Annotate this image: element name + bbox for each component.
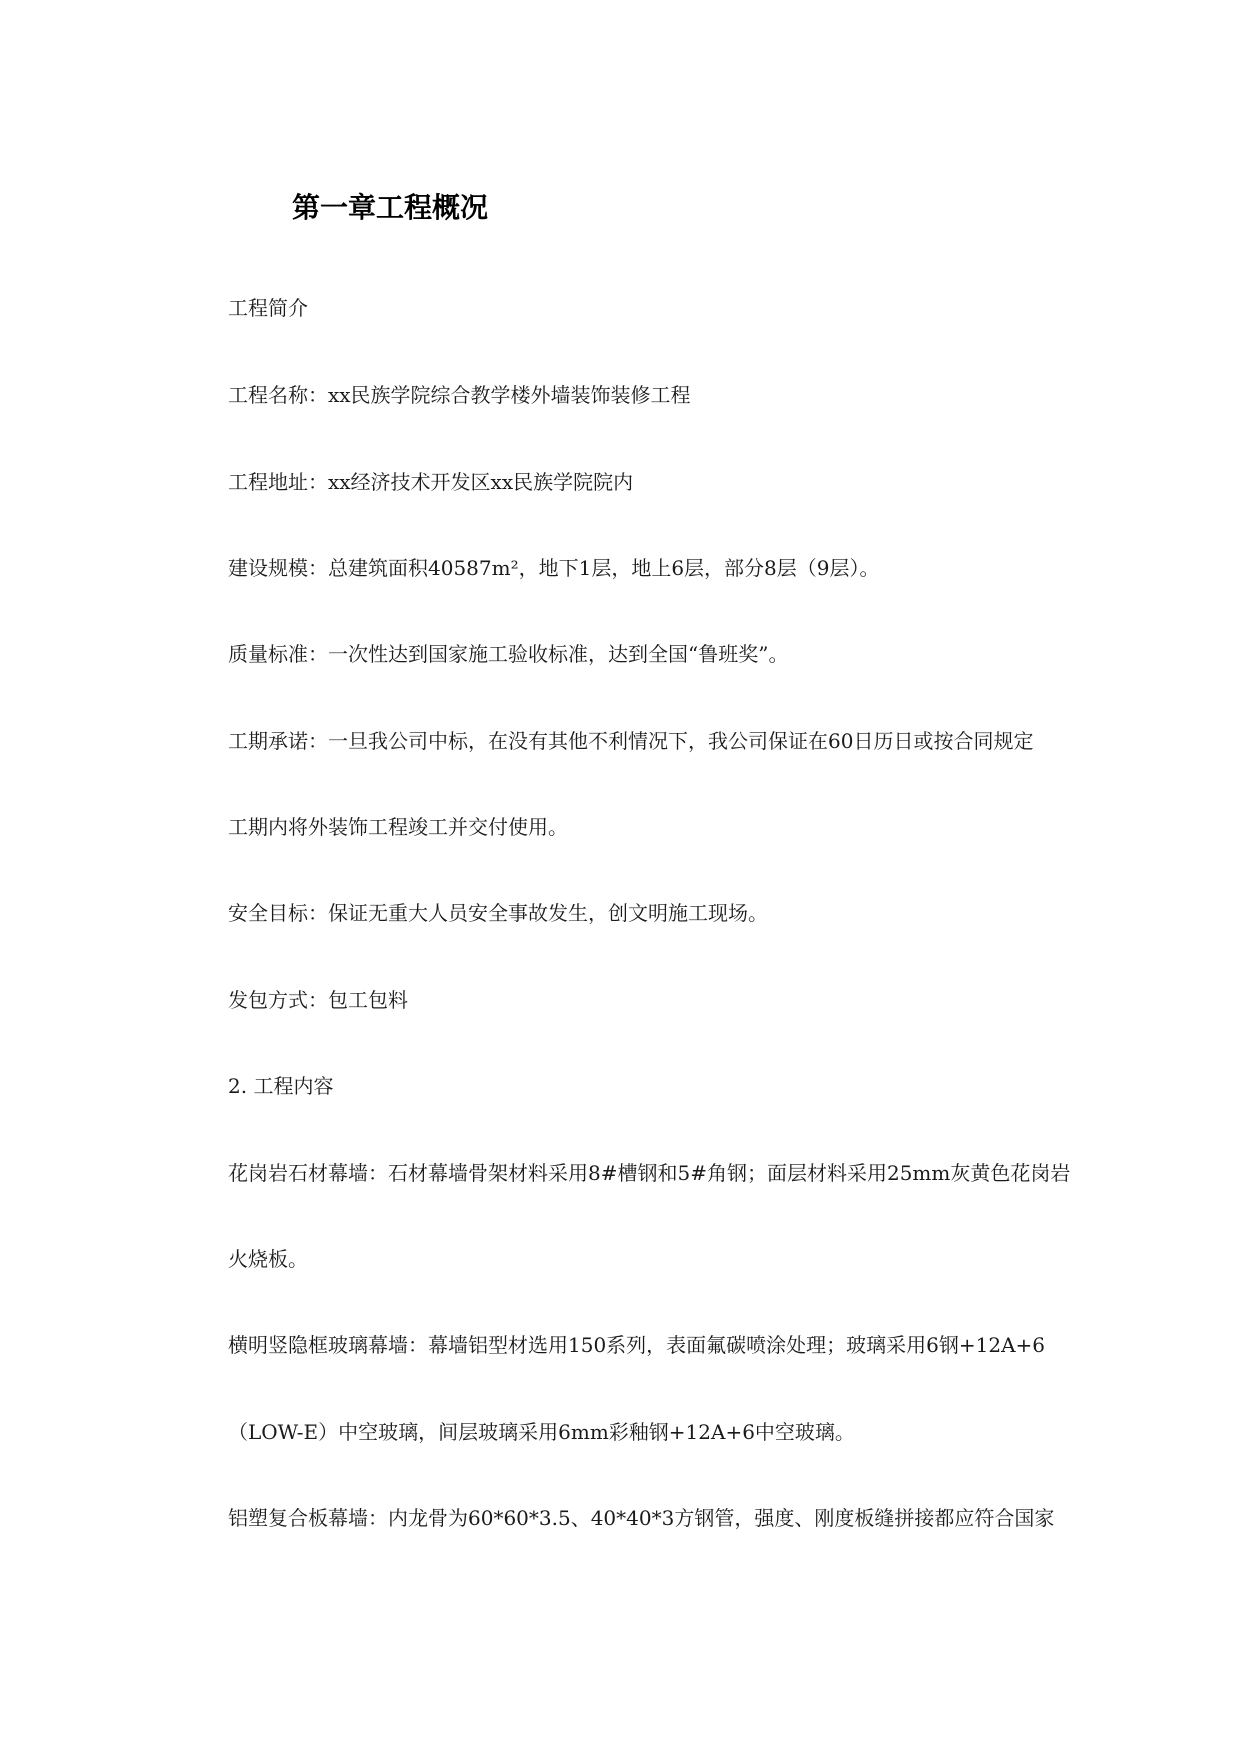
paragraph-project-address: 工程地址：xx经济技术开发区xx民族学院院内 [228, 470, 634, 494]
section-heading-intro: 工程简介 [228, 296, 308, 320]
paragraph-glass-curtain-wall-cont: （LOW-E）中空玻璃，间层玻璃采用6mm彩釉钢+12A+6中空玻璃。 [228, 1420, 855, 1444]
paragraph-schedule-commitment-cont: 工期内将外装饰工程竣工并交付使用。 [228, 815, 568, 839]
paragraph-quality-standard: 质量标准：一次性达到国家施工验收标准，达到全国“鲁班奖”。 [228, 642, 789, 666]
paragraph-contract-method: 发包方式：包工包料 [228, 988, 408, 1012]
paragraph-aluminum-composite-wall: 铝塑复合板幕墙：内龙骨为60*60*3.5、40*40*3方钢管，强度、刚度板缝拼接都应符合国家 [228, 1506, 1055, 1530]
paragraph-granite-curtain-wall: 花岗岩石材幕墙：石材幕墙骨架材料采用8#槽钢和5#角钢；面层材料采用25mm灰黄色花岗岩 [228, 1161, 1071, 1185]
paragraph-construction-scale: 建设规模：总建筑面积40587m²，地下1层，地上6层，部分8层（9层）。 [228, 556, 880, 580]
section-heading-content: 2. 工程内容 [228, 1074, 334, 1098]
paragraph-granite-curtain-wall-cont: 火烧板。 [228, 1247, 308, 1271]
paragraph-project-name: 工程名称：xx民族学院综合教学楼外墙装饰装修工程 [228, 383, 691, 407]
paragraph-schedule-commitment: 工期承诺：一旦我公司中标，在没有其他不利情况下，我公司保证在60日历日或按合同规定 [228, 729, 1034, 753]
paragraph-glass-curtain-wall: 横明竖隐框玻璃幕墙：幕墙铝型材选用150系列，表面氟碳喷涂处理；玻璃采用6钢+12A+6 [228, 1333, 1046, 1357]
paragraph-safety-goal: 安全目标：保证无重大人员安全事故发生，创文明施工现场。 [228, 901, 768, 925]
chapter-title: 第一章工程概况 [292, 191, 489, 224]
